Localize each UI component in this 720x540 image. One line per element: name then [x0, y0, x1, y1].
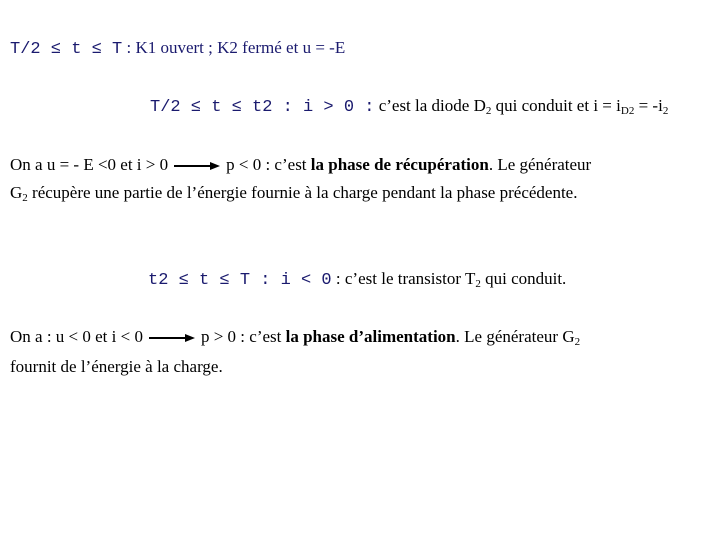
interval-1	[150, 96, 668, 118]
paragraph-2-rhs-sub: 2	[574, 336, 581, 348]
interval-2-text-b: qui conduit.	[480, 269, 567, 288]
paragraph-1-rhs-a: p < 0 : c’est	[226, 155, 311, 174]
paragraph-2-rhs-a: p > 0 : c’est	[200, 327, 286, 346]
paragraph-1-line-1	[10, 155, 591, 175]
paragraph-1-rhs-bold: la phase de récupération	[310, 155, 489, 174]
paragraph-2-line-2-text: fournit de l’énergie à la charge.	[10, 357, 223, 376]
interval-1-sub-b: D2	[620, 105, 635, 117]
paragraph-2-rhs-bold: la phase d’alimentation	[285, 327, 456, 346]
heading-separator: :	[122, 38, 136, 57]
paragraph-1-line-2-b: récupère une partie de l’énergie fournie à la charge pendant la phase précédente.	[27, 183, 578, 202]
paragraph-1-rhs-b: . Le générateur	[488, 155, 592, 174]
heading-text: K1 ouvert ; K2 fermé et u = -E	[135, 38, 346, 57]
implies-arrow-icon	[149, 333, 195, 343]
interval-2-text-a: c’est le transistor T	[344, 269, 476, 288]
paragraph-2-line-2	[10, 357, 223, 377]
paragraph-1-lhs: On a u = - E <0 et i > 0	[10, 155, 169, 174]
interval-2-separator: :	[331, 269, 345, 288]
interval-1-sub-c: 2	[662, 105, 669, 117]
heading-condition: T/2 ≤ t ≤ T	[10, 40, 123, 59]
paragraph-2-lhs: On a : u < 0 et i < 0	[10, 327, 143, 346]
interval-1-text-b: qui conduit et i = i	[491, 96, 621, 115]
interval-1-text-a: c’est la diode D	[374, 96, 486, 115]
interval-1-condition: T/2 ≤ t ≤ t2 : i > 0 :	[150, 98, 375, 117]
paragraph-2-rhs-b: . Le générateur G	[455, 327, 575, 346]
interval-2-condition: t2 ≤ t ≤ T : i < 0	[148, 271, 332, 290]
section-heading	[10, 38, 345, 60]
paragraph-1-line-2-a: G	[10, 183, 23, 202]
implies-arrow-icon	[174, 161, 220, 171]
interval-2-sub-a: 2	[475, 278, 481, 290]
interval-1-text-c: = -i	[634, 96, 663, 115]
paragraph-2-line-1	[10, 327, 580, 347]
interval-2	[148, 269, 566, 291]
paragraph-1-line-2-sub: 2	[22, 192, 28, 204]
interval-1-sub-a: 2	[485, 105, 492, 117]
paragraph-1-line-2	[10, 183, 577, 203]
